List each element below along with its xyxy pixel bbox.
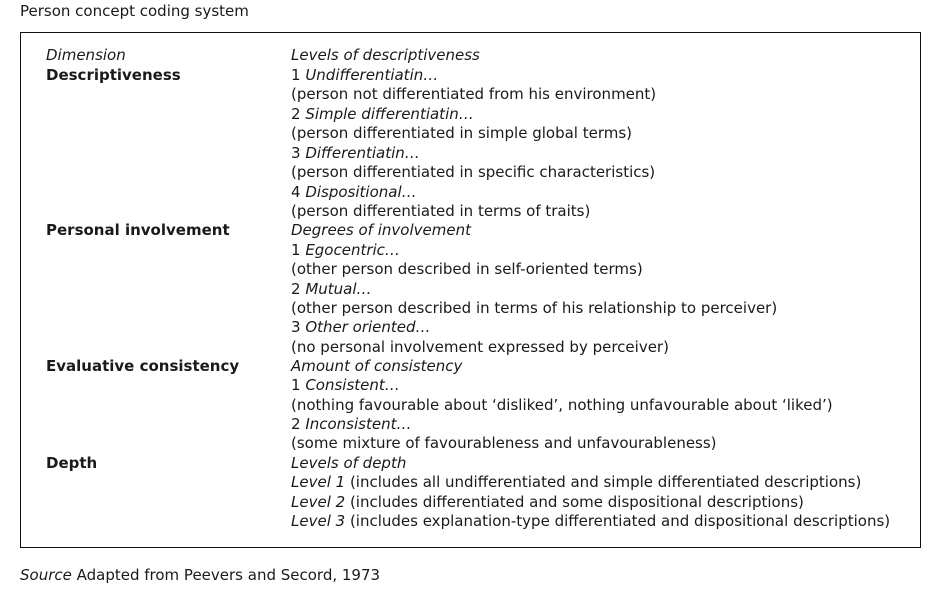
dimension-personal-involvement: Personal involvement — [46, 221, 230, 239]
source-text: Adapted from Peevers and Secord, 1973 — [71, 566, 381, 584]
dimension-descriptiveness: Descriptiveness — [46, 65, 181, 84]
depth-level-item: Level 3 (includes explanation-type differentiated and dispositional descriptions) — [291, 512, 891, 530]
level-item-description: (other person described in self-oriented terms) — [291, 260, 643, 278]
level-item-label: 3 Other oriented… — [291, 318, 431, 336]
level-item-label: 1 Egocentric… — [291, 240, 400, 259]
level-item-description: (nothing favourable about ‘disliked’, nothing unfavourable about ‘liked’) — [291, 395, 833, 414]
coding-table — [20, 32, 921, 548]
table-caption: Person concept coding system — [20, 2, 249, 20]
dimension-header: Dimension — [46, 46, 126, 64]
level-item-label: 2 Simple differentiatin… — [291, 104, 474, 123]
level-item-description: (some mixture of favourableness and unfavourableness) — [291, 434, 717, 452]
dimension-evaluative-consistency: Evaluative consistency — [46, 356, 240, 375]
dimension-depth: Depth — [46, 453, 98, 472]
levels-header: Levels of descriptiveness — [291, 46, 480, 64]
depth-level-item: Level 2 (includes differentiated and some dispositional descriptions) — [291, 492, 804, 511]
level-item-description: (person differentiated in terms of traits) — [291, 202, 591, 220]
level-item-description: (person not differentiated from his environment) — [291, 85, 657, 103]
level-item-label: 1 Undifferentiatin… — [291, 65, 439, 84]
level-item-label: 2 Mutual… — [291, 279, 372, 298]
level-item-label: 3 Differentiatin… — [291, 143, 420, 162]
level-item-label: 1 Consistent… — [291, 376, 400, 394]
level-item-description: (person differentiated in specific characteristics) — [291, 163, 656, 181]
source-note — [20, 566, 380, 584]
level-item-label: 4 Dispositional… — [291, 182, 417, 201]
depth-heading: Levels of depth — [291, 453, 407, 472]
level-item-description: (other person described in terms of his relationship to perceiver) — [291, 299, 778, 317]
involvement-heading: Degrees of involvement — [291, 221, 471, 239]
depth-level-item: Level 1 (includes all undifferentiated and simple differentiated descriptions) — [291, 473, 862, 491]
level-item-description: (person differentiated in simple global terms) — [291, 124, 633, 142]
consistency-heading: Amount of consistency — [291, 356, 463, 375]
level-item-label: 2 Inconsistent… — [291, 414, 412, 433]
level-item-description: (no personal involvement expressed by perceiver) — [291, 337, 669, 356]
source-label: Source — [20, 566, 72, 584]
